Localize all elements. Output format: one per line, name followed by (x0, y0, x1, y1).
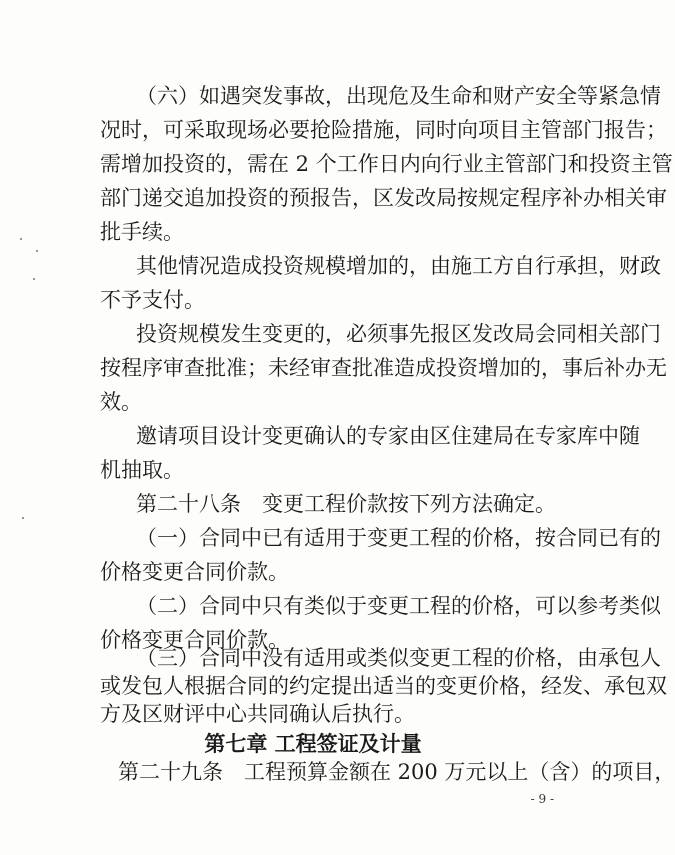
paragraph-1-line-4: 部门递交追加投资的预报告，区发改局按规定程序补办相关审 (100, 186, 667, 210)
paragraph-2-line-2: 不予支付。 (100, 288, 205, 312)
scan-speck (22, 517, 24, 519)
page-number: - 9 - (530, 792, 554, 806)
paragraph-3-line-1: 投资规模发生变更的，必须事先报区发改局会同相关部门 (136, 322, 661, 346)
chapter-heading: 第七章 工程签证及计量 (204, 732, 422, 756)
paragraph-1-line-5: 批手续。 (100, 220, 184, 244)
paragraph-4-line-1: 邀请项目设计变更确认的专家由区住建局在专家库中随 (136, 424, 640, 448)
item-2-line-2: 价格变更合同价款。 (100, 628, 289, 652)
article-28-heading: 第二十八条 变更工程价款按下列方法确定。 (136, 492, 556, 516)
item-3-line-3: 方及区财评中心共同确认后执行。 (100, 702, 415, 726)
scan-speck (33, 278, 35, 280)
item-1-line-2: 价格变更合同价款。 (100, 560, 289, 584)
paragraph-1-line-2: 况时，可采取现场必要抢险措施，同时向项目主管部门报告； (100, 118, 667, 142)
item-3-line-2: 或发包人根据合同的约定提出适当的变更价格，经发、承包双 (100, 674, 667, 698)
item-3-line-1: （三）合同中没有适用或类似变更工程的价格，由承包人 (136, 646, 661, 670)
item-1-line-1: （一）合同中已有适用于变更工程的价格，按合同已有的 (136, 526, 661, 550)
paragraph-3-line-2: 按程序审查批准；未经审查批准造成投资增加的，事后补办无 (100, 356, 667, 380)
paragraph-4-line-2: 机抽取。 (100, 458, 184, 482)
paragraph-3-line-3: 效。 (100, 390, 142, 414)
article-29-line-1: 第二十九条 工程预算金额在 200 万元以上（含）的项目， (118, 760, 675, 784)
item-2-line-1: （二）合同中只有类似于变更工程的价格，可以参考类似 (136, 594, 661, 618)
scan-speck (36, 250, 38, 252)
paragraph-1-line-1: （六）如遇突发事故，出现危及生命和财产安全等紧急情 (136, 84, 661, 108)
scan-speck (20, 238, 22, 240)
paragraph-1-line-3: 需增加投资的，需在 2 个工作日内向行业主管部门和投资主管 (100, 152, 673, 176)
paragraph-2-line-1: 其他情况造成投资规模增加的，由施工方自行承担，财政 (136, 254, 661, 278)
